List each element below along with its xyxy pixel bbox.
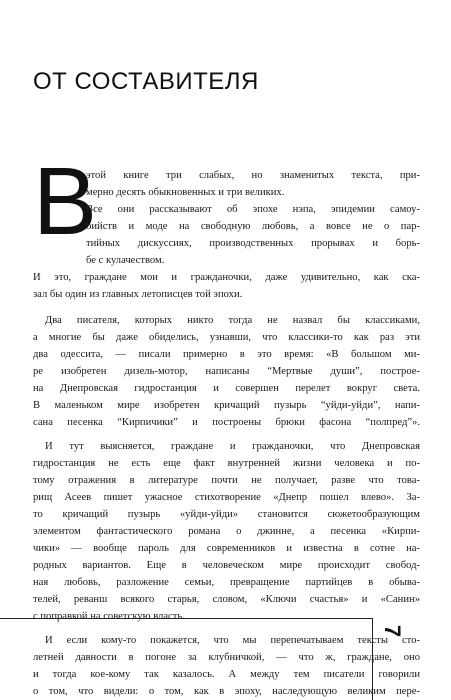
text-line: В маленьком мире изобретен кричащий пузырь “уйди-уйди”, напи-: [33, 400, 420, 411]
text-line: бе с кулачеством.: [86, 255, 165, 266]
text-line: И если кому-то покажется, что мы перепечатываем тексты сто-: [45, 635, 420, 646]
text-line: а многие бы даже обиделись, узнавши, что классики-то как раз эти: [33, 332, 420, 343]
text-line: зал бы один из главных летописцев той эпохи.: [33, 289, 243, 300]
text-line: мерно десять обыкновенных и три великих.: [86, 187, 285, 198]
text-line: тийных дискуссиях, производственных прорывах и борь-: [86, 238, 420, 249]
text-line: И тут выясняется, граждане и гражданочки, что Днепровская: [45, 441, 420, 452]
text-line: два одессита, — писали примерно в это время: «В большом ми-: [33, 349, 420, 360]
text-line: родных вариантов. Еще в человеческом мире происходит свобод-: [33, 560, 420, 571]
text-line: элементом фантастического романа о джинне, а песенка «Кирпи-: [33, 526, 420, 537]
text-line: телей, реванш всякого старья, словом, «Ключи счастья» и «Санин»: [33, 594, 420, 605]
text-line: И это, граждане мои и гражданочки, даже удивительно, как ска-: [33, 272, 420, 283]
text-line: бийств и моде на свободную любовь, а вовсе не о пар-: [86, 221, 420, 232]
text-line: ре изобретен дизель-мотор, написаны “Мертвые души”, построе-: [33, 366, 420, 377]
text-line: этой книге три слабых, но знаменитых текста, при-: [86, 170, 420, 181]
text-line: тому отражения в литературе почти не получает, разве что това-: [33, 475, 420, 486]
drop-cap: В: [33, 148, 98, 255]
text-line: на Днепровская гидростанция и совершен перелет вокруг света.: [33, 383, 420, 394]
text-line: ная любовь, разложение семьи, превращение партийцев в обыва-: [33, 577, 420, 588]
text-line: Все они рассказывают об эпохе нэпа, эпидемии самоу-: [86, 204, 420, 215]
text-line: рищ Асеев пишет ужасное стихотворение «Днепр пошел влево». За-: [33, 492, 420, 503]
footer-vertical-rule: [372, 618, 373, 700]
page-number: 7: [380, 624, 405, 638]
text-line: с поправкой на советскую власть.: [33, 611, 185, 622]
text-line: и тогда кое-кому так казалось. А между тем писатели говорили: [33, 669, 420, 680]
text-line: то кричащий пузырь «уйди-уйди» становится сюжетообразующим: [33, 509, 420, 520]
text-line: Два писателя, которых никто тогда не назвал бы классиками,: [45, 315, 420, 326]
text-line: о том, что видели: о том, как в эпоху, наследующую великим пере-: [33, 686, 420, 697]
footer-horizontal-rule: [0, 618, 372, 619]
text-line: сана песенка “Кирпичики” и построены брюки фасона “полпред”».: [33, 417, 420, 428]
text-line: гидростанция не есть еще факт внутренней жизни человека и по-: [33, 458, 420, 469]
page-title: ОТ СОСТАВИТЕЛЯ: [33, 68, 259, 95]
text-line: летней давности в погоне за клубничкой, — что ж, граждане, оно: [33, 652, 420, 663]
text-line: чики» — вообще пароль для современников и известна в сотне на-: [33, 543, 420, 554]
